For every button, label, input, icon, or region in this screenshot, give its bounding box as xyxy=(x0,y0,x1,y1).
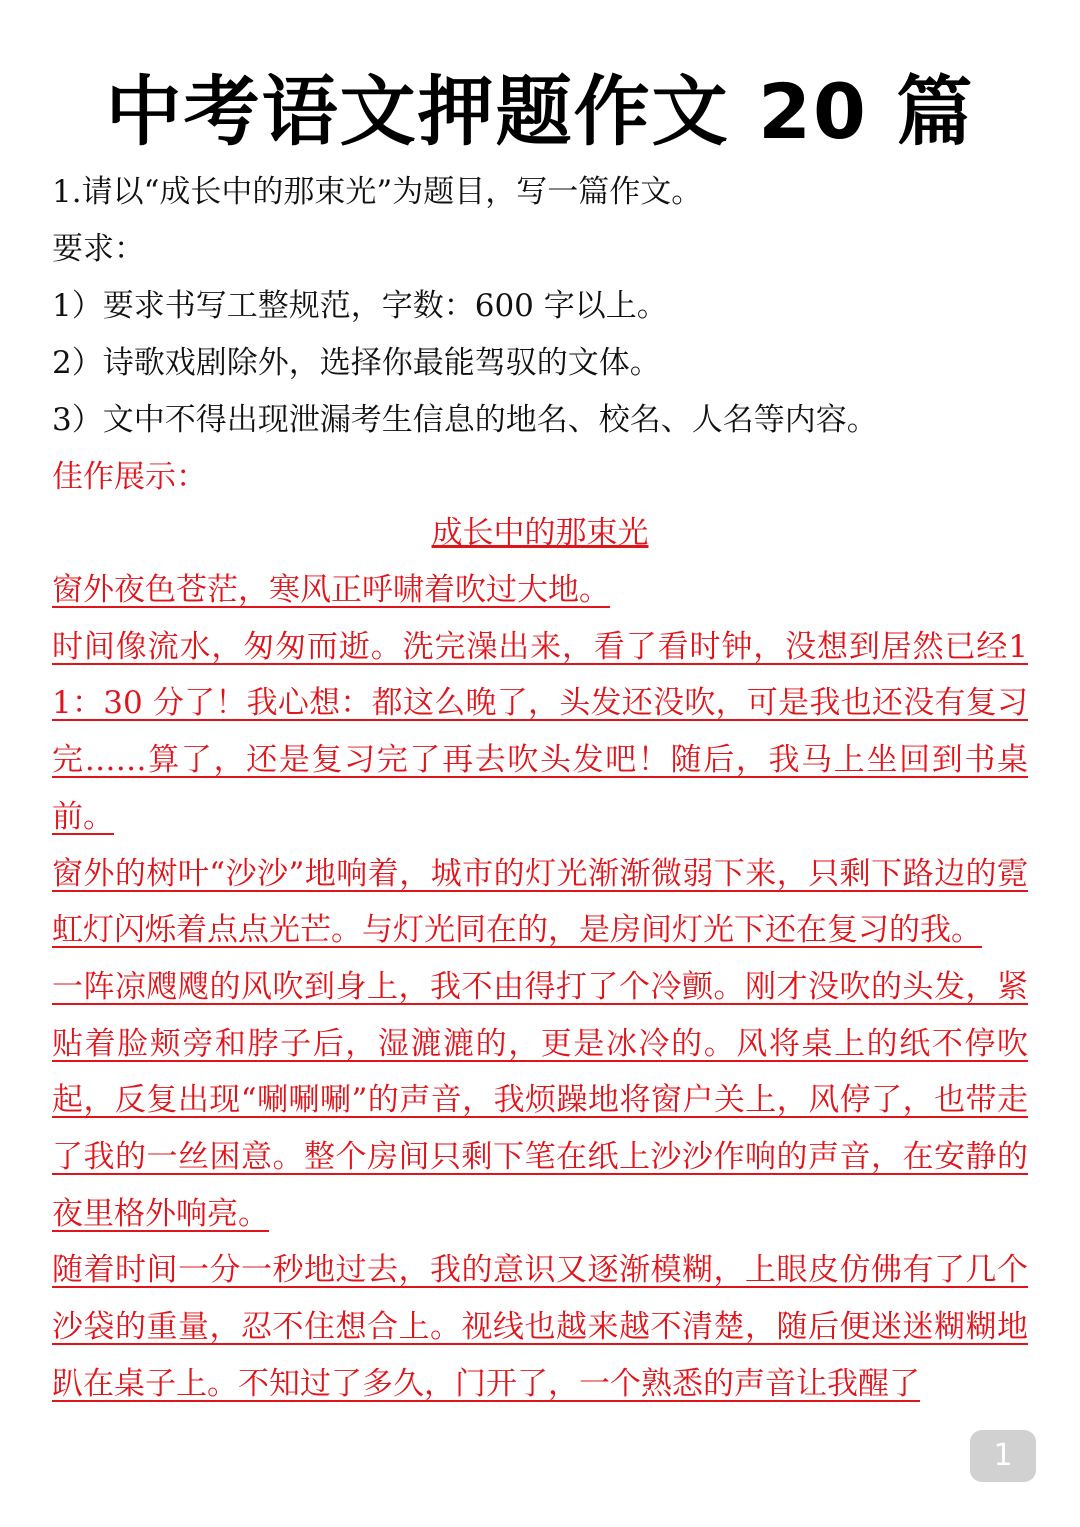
essay-paragraph: 窗外的树叶“沙沙”地响着，城市的灯光渐渐微弱下来，只剩下路边的霓虹灯闪烁着点点光芒。与灯光同在的，是房间灯光下还在复习的我。 xyxy=(52,855,1028,949)
prompt-question: 1.请以“成长中的那束光”为题目，写一篇作文。 xyxy=(52,174,703,210)
essay-title xyxy=(0,505,1080,561)
requirement-item: 1）要求书写工整规范，字数：600 字以上。 xyxy=(52,288,668,324)
essay-prompt xyxy=(52,164,1042,449)
requirement-item: 2）诗歌戏剧除外，选择你最能驾驭的文体。 xyxy=(52,345,661,381)
showcase-label: 佳作展示： xyxy=(52,459,207,495)
page-number-badge[interactable]: 1 xyxy=(970,1430,1036,1482)
essay-paragraph: 随着时间一分一秒地过去，我的意识又逐渐模糊，上眼皮仿佛有了几个沙袋的重量，忍不住想合上。视线也越来越不清楚，随后便迷迷糊糊地趴在桌子上。不知过了多久，门开了，一个熟悉的声音让我醒了 xyxy=(52,1252,1028,1402)
essay-paragraph: 时间像流水，匆匆而逝。洗完澡出来，看了看时钟，没想到居然已经11：30 分了！我心想：都这么晚了，头发还没吹，可是我也还没有复习完……算了，还是复习完了再去吹头发吧！随后，我马上坐回到书桌前。 xyxy=(52,628,1028,835)
essay-paragraph: 窗外夜色苍茫，寒风正呼啸着吹过大地。 xyxy=(52,572,610,608)
requirement-item: 3）文中不得出现泄漏考生信息的地名、校名、人名等内容。 xyxy=(52,402,878,438)
requirements-label: 要求： xyxy=(52,231,145,267)
page-title: 中考语文押题作文 20 篇 xyxy=(105,67,975,156)
essay-title-text: 成长中的那束光 xyxy=(431,515,649,551)
essay-body xyxy=(52,562,1028,1413)
essay-paragraph: 一阵凉飕飕的风吹到身上，我不由得打了个冷颤。刚才没吹的头发，紧贴着脸颊旁和脖子后，湿漉漉的，更是冰冷的。风将桌上的纸不停吹起，反复出现“唰唰唰”的声音，我烦躁地将窗户关上，风停了，也带走了我的一丝困意。整个房间只剩下笔在纸上沙沙作响的声音，在安静的夜里格外响亮。 xyxy=(52,968,1028,1232)
